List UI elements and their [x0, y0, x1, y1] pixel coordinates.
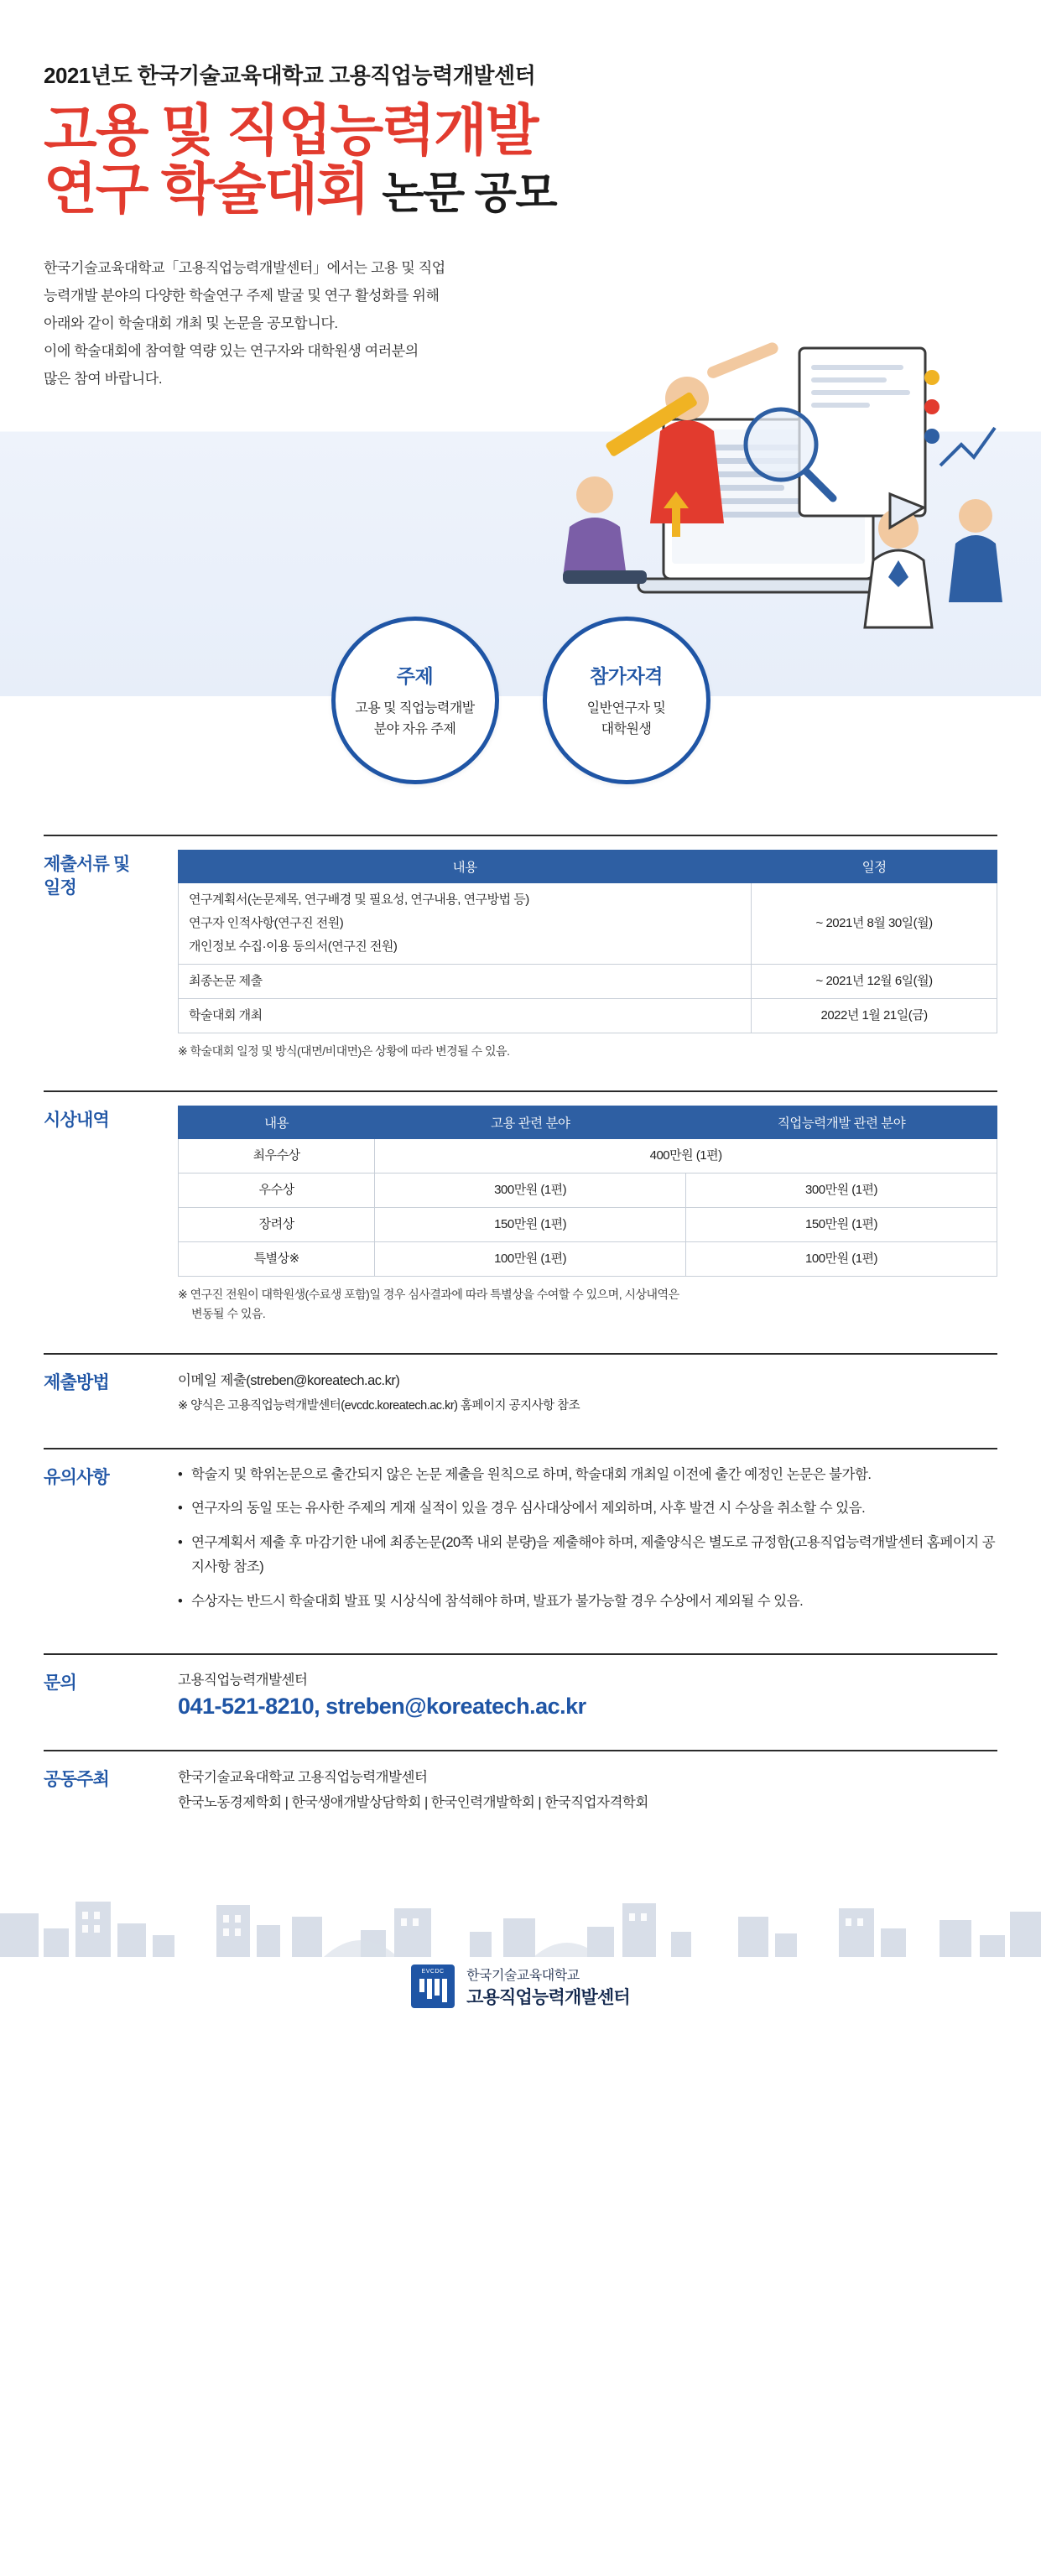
- awards-table-header-row: [179, 1106, 997, 1139]
- hero-section: [0, 0, 1041, 696]
- awards-cell-employment: 150만원 (1편): [375, 1208, 686, 1242]
- logo-bars-icon: [419, 1979, 447, 2008]
- section-schedule: [44, 835, 997, 1060]
- circle-topic-body: [355, 699, 475, 741]
- footer-logo: [0, 1965, 1041, 2009]
- footer-university-name: 한국기술교육대학교: [466, 1968, 580, 1983]
- section-label-notices: 유의사항: [44, 1468, 109, 1488]
- awards-table: [178, 1106, 997, 1277]
- circle-eligibility-line: 일반연구자 및: [586, 700, 666, 716]
- table-row: [179, 1174, 997, 1208]
- awards-cell-name: 장려상: [179, 1208, 375, 1242]
- section-label-schedule-line1: 제출서류 및: [44, 855, 130, 874]
- contact-phone[interactable]: 041-521-8210: [178, 1693, 315, 1719]
- schedule-cell-content: 학술대회 개최: [179, 999, 752, 1033]
- submission-method: 이메일 제출(streben@koreatech.ac.kr): [178, 1373, 400, 1389]
- intro-line: 한국기술교육대학교「고용직업능력개발센터」에서는 고용 및 직업: [44, 259, 445, 276]
- awards-cell-employment: 100만원 (1편): [375, 1242, 686, 1277]
- awards-cell-vocational: 100만원 (1편): [686, 1242, 997, 1277]
- schedule-note: ※ 학술대회 일정 및 방식(대면/비대면)은 상황에 따라 변경될 수 있음.: [178, 1044, 510, 1058]
- awards-cell-vocational: 300만원 (1편): [686, 1174, 997, 1208]
- intro-line: 많은 참여 바랍니다.: [44, 371, 163, 388]
- awards-col-name: 내용: [179, 1106, 375, 1139]
- contact-organization: 고용직업능력개발센터: [178, 1672, 308, 1688]
- awards-cell-employment: 300만원 (1편): [375, 1174, 686, 1208]
- submission-form-note: ※ 양식은 고용직업능력개발센터(evcdc.koreatech.ac.kr) 홈페이지 공지사항 참조: [178, 1398, 580, 1413]
- schedule-cell-date: ~ 2021년 12월 6일(월): [752, 965, 997, 999]
- highlight-circles: [0, 617, 1041, 835]
- schedule-cell-date: ~ 2021년 8월 30일(월): [752, 883, 997, 965]
- section-label-contact: 문의: [44, 1673, 76, 1693]
- circle-eligibility: [543, 617, 710, 784]
- circle-eligibility-line: 대학원생: [601, 721, 652, 736]
- logo-abbreviation: EVCDC: [421, 1969, 445, 1975]
- section-awards: [44, 1090, 997, 1323]
- schedule-cell-content: 연구계획서(논문제목, 연구배경 및 필요성, 연구내용, 연구방법 등): [179, 883, 752, 913]
- page-title-line2-red: 연구 학술대회: [44, 157, 368, 220]
- intro-paragraph: [44, 254, 513, 393]
- list-item: • 연구계획서 제출 후 마감기한 내에 최종논문(20쪽 내외 분량)을 제출해야 하며, 제출양식은 별도로 규정함(고용직업능력개발센터 홈페이지 공지사항 참조): [178, 1531, 997, 1580]
- schedule-cell-date: 2022년 1월 21일(금): [752, 999, 997, 1033]
- intro-line: 이에 학술대회에 참여할 역량 있는 연구자와 대학원생 여러분의: [44, 343, 419, 360]
- awards-cell-name: 우수상: [179, 1174, 375, 1208]
- section-notices: [44, 1448, 997, 1623]
- table-row: [179, 883, 997, 913]
- circle-topic-line: 분야 자유 주제: [373, 721, 456, 736]
- footer-section: [0, 1846, 1041, 2031]
- table-row: [179, 999, 997, 1033]
- section-body-awards: [178, 1106, 997, 1323]
- section-label-hosts: 공동주최: [44, 1769, 109, 1789]
- schedule-table: [178, 850, 997, 1033]
- awards-col-vocational: 직업능력개발 관련 분야: [686, 1106, 997, 1139]
- section-body-schedule: [178, 850, 997, 1060]
- awards-cell-vocational: 150만원 (1편): [686, 1208, 997, 1242]
- awards-cell-merged-value: 400만원 (1편): [375, 1139, 997, 1174]
- circle-eligibility-body: [587, 699, 666, 741]
- table-row: [179, 965, 997, 999]
- contact-email[interactable]: streben@koreatech.ac.kr: [325, 1693, 586, 1719]
- schedule-table-header-row: [179, 851, 997, 883]
- list-item: • 연구자의 동일 또는 유사한 주제의 게재 실적이 있을 경우 심사대상에서 제외하며, 사후 발견 시 수상을 취소할 수 있음.: [178, 1496, 997, 1521]
- section-body-submission: [178, 1368, 997, 1418]
- intro-line: 아래와 같이 학술대회 개최 및 논문을 공모합니다.: [44, 315, 338, 332]
- awards-col-employment: 고용 관련 분야: [375, 1106, 686, 1139]
- schedule-col-content: 내용: [179, 851, 752, 883]
- awards-cell-name: 특별상※: [179, 1242, 375, 1277]
- section-hosts: [44, 1750, 997, 1816]
- notices-list: [178, 1463, 997, 1614]
- content-sections: [0, 835, 1041, 1816]
- table-row: [179, 1139, 997, 1174]
- circle-topic: [331, 617, 499, 784]
- section-body-hosts: [178, 1765, 997, 1816]
- circle-eligibility-title: 참가자격: [590, 664, 663, 687]
- intro-line: 능력개발 분야의 다양한 학술연구 주제 발굴 및 연구 활성화를 위해: [44, 288, 440, 304]
- footer-logo-text: [466, 1965, 630, 2009]
- host-societies: 한국노동경제학회 | 한국생애개발상담학회 | 한국인력개발학회 | 한국직업자격학회: [178, 1795, 648, 1811]
- kicker-text: 2021년도 한국기술교육대학교 고용직업능력개발센터: [44, 63, 536, 88]
- circle-topic-line: 고용 및 직업능력개발: [355, 700, 475, 716]
- section-submission: [44, 1353, 997, 1418]
- schedule-col-date: 일정: [752, 851, 997, 883]
- skyline-illustration: [0, 1880, 1041, 1957]
- section-label-submission: 제출방법: [44, 1373, 109, 1393]
- contact-details: [178, 1694, 997, 1720]
- schedule-cell-content: 개인정보 수집·이용 동의서(연구진 전원): [179, 935, 752, 965]
- circle-topic-title: 주제: [396, 664, 434, 687]
- section-label-schedule-line2: 일정: [44, 878, 76, 898]
- footer-center-name: 고용직업능력개발센터: [466, 1987, 630, 2007]
- page-title-line2-black: 논문 공모: [382, 169, 557, 218]
- awards-note: [178, 1285, 997, 1323]
- table-row: [179, 1208, 997, 1242]
- section-contact: [44, 1653, 997, 1720]
- awards-note-line2: 변동될 수 있음.: [191, 1306, 266, 1320]
- list-item: • 수상자는 반드시 학술대회 발표 및 시상식에 참석해야 하며, 발표가 불가능할 경우 수상에서 제외될 수 있음.: [178, 1590, 997, 1614]
- awards-cell-name: 최우수상: [179, 1139, 375, 1174]
- schedule-cell-content: 연구자 인적사항(연구진 전원): [179, 912, 752, 935]
- page-title-line2: [44, 157, 1007, 220]
- host-primary: 한국기술교육대학교 고용직업능력개발센터: [178, 1769, 428, 1785]
- list-item: • 학술지 및 학위논문으로 출간되지 않은 논문 제출을 원칙으로 하며, 학술대회 개최일 이전에 출간 예정인 논문은 불가함.: [178, 1463, 997, 1487]
- center-emblem-icon: [411, 1965, 455, 2008]
- section-body-contact: [178, 1668, 997, 1720]
- page-title-line1: 고용 및 직업능력개발: [44, 99, 538, 161]
- section-label-awards: 시상내역: [44, 1111, 109, 1131]
- table-row: [179, 1242, 997, 1277]
- awards-note-line1: ※ 연구진 전원이 대학원생(수료생 포함)일 경우 심사결과에 따라 특별상을 수여할 수 있으며, 시상내역은: [178, 1288, 679, 1302]
- section-label-schedule: [44, 850, 178, 1060]
- schedule-cell-content: 최종논문 제출: [179, 965, 752, 999]
- contact-separator: ,: [314, 1693, 326, 1719]
- section-body-notices: [178, 1463, 997, 1623]
